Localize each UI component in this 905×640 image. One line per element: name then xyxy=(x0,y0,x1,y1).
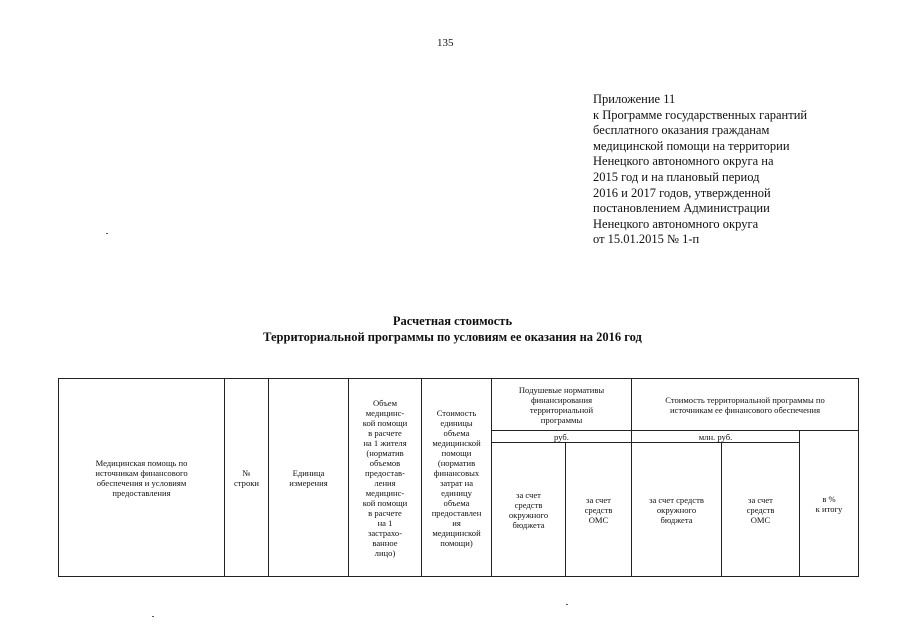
scan-speck xyxy=(106,233,108,234)
appendix-line: 2015 год и на плановый период xyxy=(593,169,760,184)
appendix-block xyxy=(593,92,807,248)
cost-table xyxy=(58,378,859,577)
scan-speck xyxy=(152,616,154,617)
appendix-line: Ненецкого автономного округа на xyxy=(593,154,774,169)
document-title: Расчетная стоимость xyxy=(392,314,513,328)
page-number: 135 xyxy=(437,37,454,49)
appendix-line: к Программе государственных гарантий xyxy=(593,107,808,122)
header-percent: в % к итогу xyxy=(800,431,859,577)
header-per-capita: Подушевые нормативы финансирования территориальной программы xyxy=(492,379,632,431)
header-program-cost: Стоимость территориальной программы по источникам ее финансового обеспечения xyxy=(632,379,859,431)
appendix-line: Приложение 11 xyxy=(593,92,676,106)
appendix-line: бесплатного оказания гражданам xyxy=(593,123,770,138)
document-subtitle: Территориальной программы по условиям ее оказания на 2016 год xyxy=(263,330,642,344)
appendix-line: постановлением Администрации xyxy=(593,201,770,216)
header-row-number: № строки xyxy=(225,379,269,577)
header-budget-rub: за счет средств окружного бюджета xyxy=(492,443,566,577)
appendix-line: Ненецкого автономного округа xyxy=(593,216,759,231)
header-unit-cost: Стоимость единицы объема медицинской помощи (норматив финансовых затрат на единицу объема предоставлен ия медицинской помощи) xyxy=(422,379,492,577)
appendix-line: медицинской помощи на территории xyxy=(593,138,790,153)
header-oms-mln: за счет средств ОМС xyxy=(722,443,800,577)
header-unit: Единица измерения xyxy=(269,379,349,577)
appendix-line: 2016 и 2017 годов, утвержденной xyxy=(593,185,771,200)
unit-rub: руб. xyxy=(492,431,632,443)
header-budget-mln: за счет средств окружного бюджета xyxy=(632,443,722,577)
header-oms-rub: за счет средств ОМС xyxy=(566,443,632,577)
unit-mln-rub: млн. руб. xyxy=(632,431,800,443)
header-care-type: Медицинская помощь по источникам финансового обеспечения и условиям предоставления xyxy=(59,379,225,577)
header-volume: Объем медицинс- кой помощи в расчете на 1 жителя (норматив объемов предостав- ления медицинс- кой помощи в расчете на 1 застрахо- ванное лицо) xyxy=(349,379,422,577)
scan-speck xyxy=(566,604,568,605)
appendix-line: от 15.01.2015 № 1-п xyxy=(593,232,700,247)
